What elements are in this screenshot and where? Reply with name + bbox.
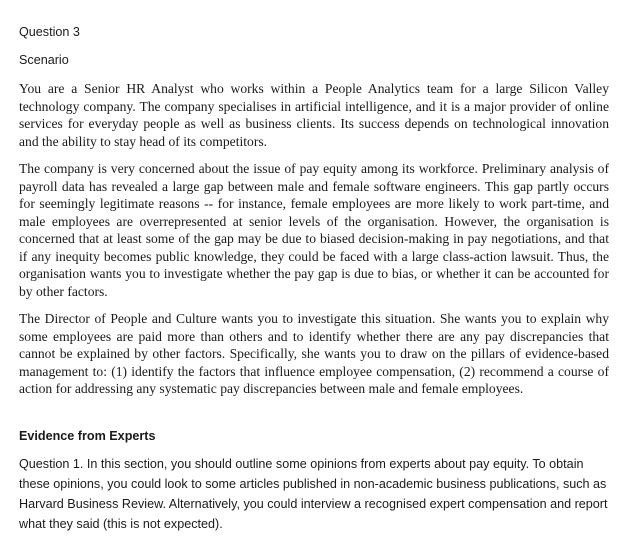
document-page — [19, 18, 609, 534]
scenario-paragraph-2: The company is very concerned about the issue of pay equity among its workforce. Preliminary analysis of payroll data has revealed a large gap between male and female software engineers. This gap partly occurs for seemingly legitimate reasons -- for instance, female employees are more likely to work part-time, and male employees are overrepresented at senior levels of the organisation. However, the organisation is concerned that at least some of the gap may be due to biased decision-making in pay negotiations, and that if any inequity becomes public knowledge, they could be faced with a large class-action lawsuit. Thus, the organisation wants you to investigate whether the pay gap is due to bias, or whether it can be accounted for by other factors. — [19, 161, 609, 299]
question-1-text: Question 1. In this section, you should outline some opinions from experts about pay equity. To obtain these opinions, you could look to some articles published in non-academic business publications, such as Harvard Business Review. Alternatively, you could interview a recognised expert compensation and report what they said (this is not expected). — [19, 457, 608, 531]
scenario-label: Scenario — [19, 52, 69, 67]
scenario-paragraph-1: You are a Senior HR Analyst who works within a People Analytics team for a large Silicon Valley technology company. The company specialises in artificial intelligence, and it is a major provider of online services for everyday people as well as business clients. Its success depends on technological innovation and the ability to stay head of its competitors. — [19, 81, 609, 149]
question-label: Question 3 — [19, 25, 80, 39]
experts-heading: Evidence from Experts — [19, 428, 156, 443]
scenario-paragraph-3: The Director of People and Culture wants you to investigate this situation. She wants you to explain why some employees are paid more than others and to identify whether there are any pay discrepancies that cannot be explained by other factors. Specifically, she wants you to draw on the pillars of evidence-based management to: (1) identify the factors that influence employee compensation, (2) recommend a course of action for addressing any systematic pay discrepancies between male and female employees. — [19, 311, 609, 396]
